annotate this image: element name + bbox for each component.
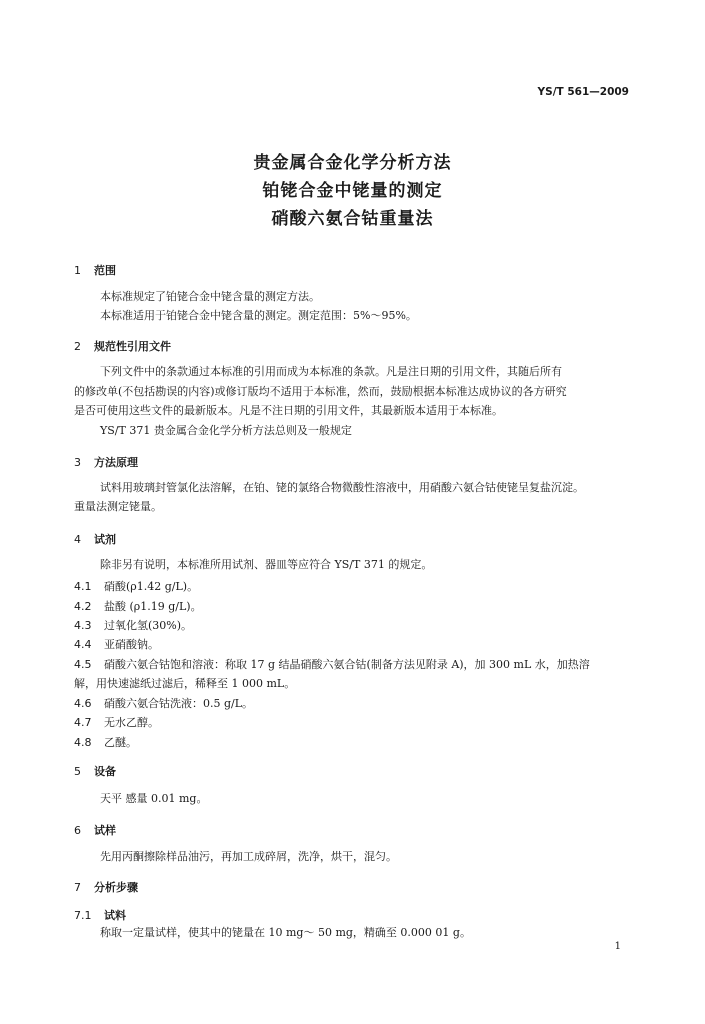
subsection-number: 7.1	[74, 909, 92, 922]
reagent-item: 4.8 乙醚。	[74, 736, 137, 749]
reagent-item-continuation: 解，用快速滤纸过滤后，稀释至 1 000 mL。	[74, 677, 296, 690]
reagent-item: 4.3 过氧化氢(30%)。	[74, 619, 193, 632]
s1-paragraph-1: 本标准规定了铂铑合金中铑含量的测定方法。	[100, 290, 320, 303]
reagent-item: 4.4 亚硝酸钠。	[74, 638, 159, 651]
s5-text: 天平 感量 0.01 mg。	[100, 792, 208, 805]
reagent-item: 4.5 硝酸六氨合钴饱和溶液：称取 17 g 结晶硝酸六氨合钴(制备方法见附录 A)，加 300 mL 水，加热溶	[74, 658, 590, 671]
s2-line-2: 的修改单(不包括勘误的内容)或修订版均不适用于本标准，然而，鼓励根据本标准达成协议的各方研究	[74, 385, 567, 398]
subsection-7-1-heading	[74, 907, 126, 923]
title-line-2: 铂铑合金中铑量的测定	[262, 181, 443, 201]
reagent-item: 4.6 硝酸六氨合钴洗液：0.5 g/L。	[74, 697, 254, 710]
section-6-heading	[74, 822, 116, 838]
s7-1-text: 称取一定量试样，使其中的铑量在 10 mg～ 50 mg，精确至 0.000 01 g。	[100, 926, 471, 939]
reagent-item: 4.2 盐酸 (ρ1.19 g/L)。	[74, 600, 202, 613]
section-3-heading	[74, 454, 138, 470]
section-title: 方法原理	[94, 456, 138, 469]
s6-text: 先用丙酮擦除样品油污，再加工成碎屑，洗净，烘干，混匀。	[100, 850, 397, 863]
page-number: 1	[614, 941, 621, 952]
subsection-title: 试料	[104, 909, 126, 922]
section-5-heading	[74, 763, 116, 779]
section-1-heading	[74, 262, 116, 278]
section-title: 分析步骤	[94, 881, 138, 894]
s2-line-1: 下列文件中的条款通过本标准的引用而成为本标准的条款。凡是注日期的引用文件，其随后所有	[100, 365, 562, 378]
section-title: 试样	[94, 824, 116, 837]
section-2-heading	[74, 338, 171, 354]
section-number: 2	[74, 340, 81, 353]
section-number: 5	[74, 765, 81, 778]
s2-line-3: 是否可使用这些文件的最新版本。凡是不注日期的引用文件，其最新版本适用于本标准。	[74, 404, 503, 417]
reagent-item: 4.1 硝酸(ρ1.42 g/L)。	[74, 580, 199, 593]
normative-reference: YS/T 371 贵金属合金化学分析方法总则及一般规定	[100, 424, 352, 437]
section-title: 范围	[94, 264, 116, 277]
document-number: YS/T 561—2009	[537, 86, 629, 98]
section-title: 设备	[94, 765, 116, 778]
section-4-heading	[74, 531, 116, 547]
s3-line-1: 试料用玻璃封管氯化法溶解，在铂、铑的氯络合物微酸性溶液中，用硝酸六氨合钴使铑呈复盐沉淀。	[100, 481, 584, 494]
s4-intro: 除非另有说明，本标准所用试剂、器皿等应符合 YS/T 371 的规定。	[100, 558, 433, 571]
section-number: 4	[74, 533, 81, 546]
section-title: 规范性引用文件	[94, 340, 171, 353]
title-line-3: 硝酸六氨合钴重量法	[271, 209, 434, 229]
section-number: 3	[74, 456, 81, 469]
s3-line-2: 重量法测定铑量。	[74, 500, 162, 513]
title-line-1: 贵金属合金化学分析方法	[253, 153, 452, 173]
section-7-heading	[74, 879, 138, 895]
section-title: 试剂	[94, 533, 116, 546]
section-number: 7	[74, 881, 81, 894]
s1-paragraph-2: 本标准适用于铂铑合金中铑含量的测定。测定范围：5%～95%。	[100, 309, 417, 322]
reagent-item: 4.7 无水乙醇。	[74, 716, 159, 729]
section-number: 1	[74, 264, 81, 277]
section-number: 6	[74, 824, 81, 837]
